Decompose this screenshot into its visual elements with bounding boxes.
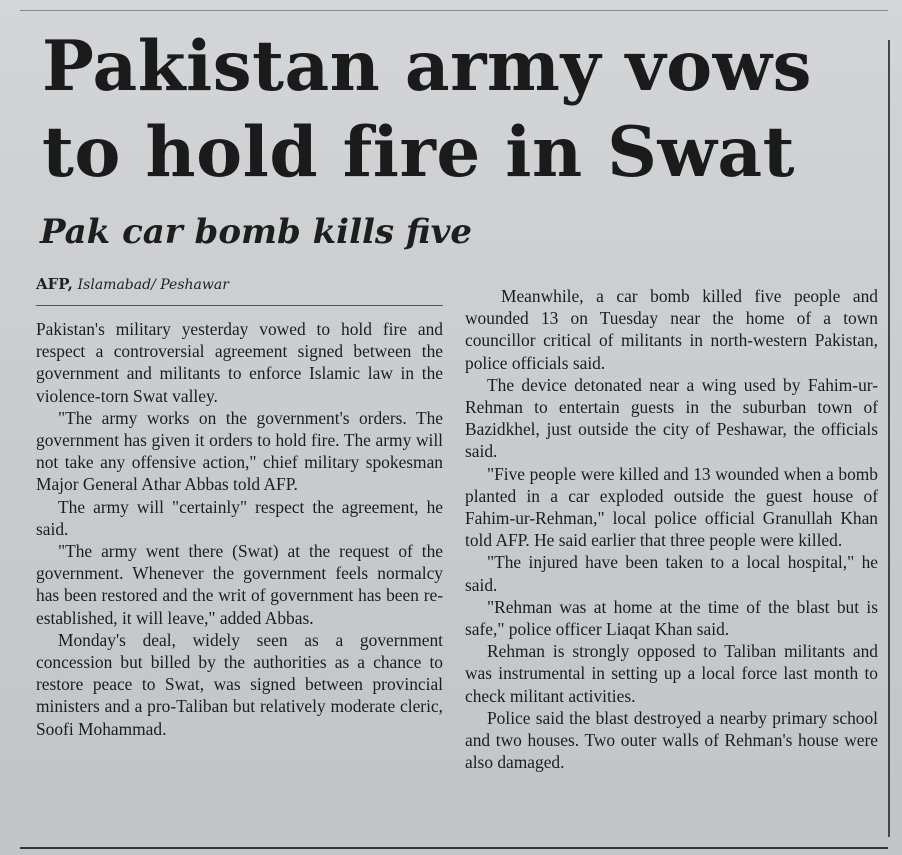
left-column — [36, 318, 443, 740]
byline — [36, 275, 229, 293]
paragraph: "Five people were killed and 13 wounded when a bomb planted in a car exploded outside the guest house of Fahim-ur-Rehman," local police official Granullah Khan told AFP. He said earlier that three people were killed. — [465, 463, 878, 551]
paragraph: "The army went there (Swat) at the request of the government. Whenever the government feels normalcy has been restored and the writ of government has been re-established, it will leave," added Abbas. — [36, 541, 443, 628]
paragraph: "The army works on the government's orders. The government has given it orders to hold fire. The army will not take any offensive action," chief military spokesman Major General Athar Abbas told AFP. — [36, 407, 443, 495]
paragraph: "Rehman was at home at the time of the blast but is safe," police officer Liaqat Khan said. — [465, 596, 878, 640]
top-rule — [20, 10, 888, 11]
right-column — [465, 285, 878, 773]
paragraph: Police said the blast destroyed a nearby primary school and two houses. Two outer walls of Rehman's house were also damaged. — [465, 707, 878, 773]
paragraph: The army will "certainly" respect the agreement, he said. — [36, 496, 443, 539]
paragraph: "The injured have been taken to a local hospital," he said. — [465, 552, 878, 595]
byline-place: Islamabad/ Peshawar — [77, 277, 229, 293]
paragraph: Monday's deal, widely seen as a government concession but billed by the authorities as a chance to restore peace to Swat, was signed between provincial ministers and a pro-Taliban but relatively moderate cleric, Soofi Mohammad. — [36, 629, 443, 739]
headline: Pakistan army vows to hold fire in Swat — [42, 26, 812, 193]
paragraph: Rehman is strongly opposed to Taliban militants and was instrumental in setting up a local force last month to check militant activities. — [465, 641, 878, 706]
paragraph: Pakistan's military yesterday vowed to hold fire and respect a controversial agreement signed between the government and militants to enforce Islamic law in the violence-torn Swat valley. — [36, 319, 443, 406]
bottom-rule — [20, 847, 888, 849]
paragraph: The device detonated near a wing used by Fahim-ur-Rehman to entertain guests in the suburban town of Bazidkhel, just outside the city of Peshawar, the officials said. — [465, 374, 878, 462]
right-column-rule — [888, 40, 890, 837]
subheadline: Pak car bomb kills five — [40, 212, 472, 252]
byline-agency: AFP, — [36, 275, 73, 293]
byline-rule — [36, 305, 443, 306]
paragraph: Meanwhile, a car bomb killed five people and wounded 13 on Tuesday near the home of a town councillor critical of militants in north-western Pakistan, police officials said. — [465, 286, 878, 373]
